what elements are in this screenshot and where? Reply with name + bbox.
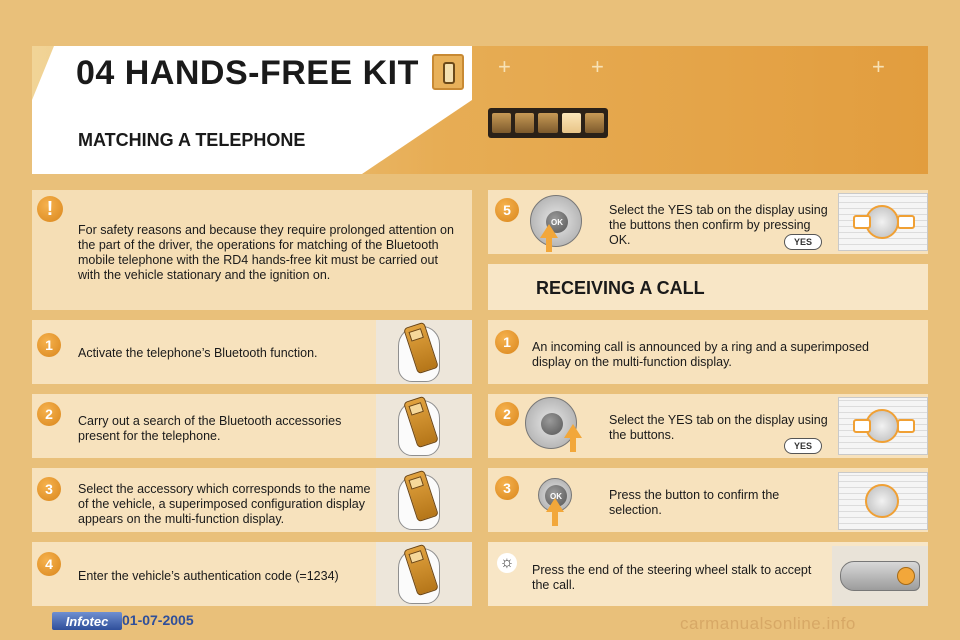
plus-decoration: + — [591, 54, 604, 79]
yes-tab-illustration: YES — [784, 438, 822, 454]
step-number: 2 — [495, 402, 519, 426]
arrow-stem — [570, 436, 576, 452]
steering-stalk-illustration — [832, 546, 928, 606]
ok-button-illustration — [541, 413, 563, 435]
tip-text: Press the end of the steering wheel stalk to accept the call. — [532, 563, 812, 592]
step-text: Enter the vehicle’s authentication code (=1234) — [78, 569, 339, 583]
ok-button-illustration: OK — [546, 211, 568, 233]
step-text: Activate the telephone’s Bluetooth function. — [78, 346, 318, 360]
step-number: 1 — [495, 330, 519, 354]
page-title: 04 HANDS-FREE KIT — [76, 54, 419, 92]
arrow-stem — [546, 236, 552, 252]
step-text: Press the button to confirm the selection. — [609, 488, 780, 517]
step-text: An incoming call is announced by a ring and a superimposed display on the multi-function display. — [532, 340, 870, 369]
step-text: Carry out a search of the Bluetooth accessories present for the telephone. — [78, 414, 342, 443]
phone-in-hand-illustration — [376, 468, 472, 532]
phone-in-hand-illustration — [376, 394, 472, 458]
section-title-matching: MATCHING A TELEPHONE — [78, 130, 306, 150]
arrow-stem — [552, 510, 558, 526]
step-number: 5 — [495, 198, 519, 222]
radio-button-strip-illustration — [488, 108, 608, 138]
step-number: 2 — [37, 402, 61, 426]
plus-decoration: + — [498, 54, 511, 79]
step-number: 3 — [37, 477, 61, 501]
radio-panel-illustration — [838, 472, 928, 530]
plus-decoration: + — [872, 54, 885, 79]
radio-panel-illustration — [838, 193, 928, 251]
tip-sun-icon: ☼ — [497, 553, 517, 573]
watermark-text: carmanualsonline.info — [680, 614, 856, 633]
phone-in-hand-illustration — [376, 542, 472, 606]
warning-text: For safety reasons and because they require prolonged attention on the part of the driver, the operations for matching of the Bluetooth mobile telephone with the RD4 hands-free kit must be carried out with the vehicle stationary and the ignition on. — [78, 223, 454, 282]
infotec-logo: Infotec — [52, 612, 122, 630]
step-text: Select the YES tab on the display using the buttons. — [609, 413, 828, 442]
section-title-receiving: RECEIVING A CALL — [536, 278, 705, 298]
step-number: 3 — [495, 476, 519, 500]
yes-tab-illustration: YES — [784, 234, 822, 250]
warning-icon: ! — [37, 196, 63, 222]
step-number: 1 — [37, 333, 61, 357]
control-pad-illustration — [530, 195, 582, 247]
phone-in-hand-illustration — [376, 320, 472, 384]
step-number: 4 — [37, 552, 61, 576]
step-text: Select the accessory which corresponds to the name of the vehicle, a superimposed configuration display appears on the multi-function display. — [78, 482, 371, 526]
step-text: Select the YES tab on the display using the buttons then confirm by pressing OK. — [609, 203, 828, 247]
radio-panel-illustration — [838, 397, 928, 455]
footer-date: 01-07-2005 — [122, 612, 194, 628]
ok-button-illustration: OK — [538, 478, 572, 512]
telephone-icon — [432, 54, 464, 90]
